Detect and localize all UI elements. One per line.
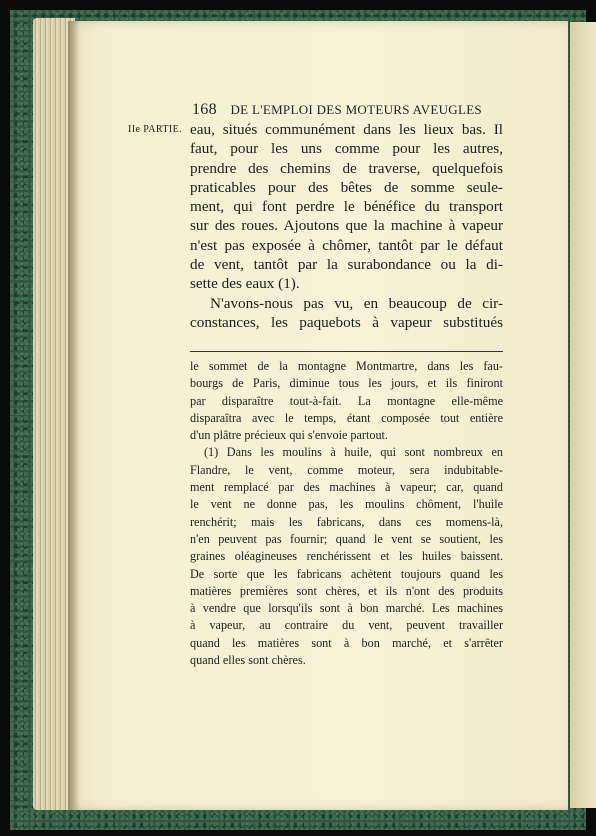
footnote-line: De sorte que les fabricans achètent toujours quand les [190,566,503,581]
footnote-line: graines oléagineuses renchérissent et les huiles baissent. [190,549,503,564]
facing-page-edge [570,22,596,808]
footnote-line: ment remplacé par des machines à vapeur; car, quand [190,480,503,495]
gutter-shadow [68,21,80,810]
footnote-line: quand elles sont chères. [190,653,306,668]
footnote-line: n'en peuvent pas fournir; quand le vent se soutient, les [190,531,503,546]
text-line: prendre des chemins de traverse, quelquefois [190,159,503,177]
text-line: N'avons-nous pas vu, en beaucoup de cir- [210,294,503,312]
footnote-line: le sommet de la montagne Montmartre, dans les fau- [190,359,503,373]
footnote-line: disparaîtra avec le temps, étant composée tout entière [190,410,503,425]
footnote-rule [190,351,503,352]
margin-note: IIe PARTIE. [128,124,182,135]
footnote-line: à vendre que lorsqu'ils sont à bon marché. Les machines [190,601,503,616]
text-line: constances, les paquebots à vapeur substitués [190,313,503,331]
footnotes [190,358,503,669]
footnote-line: quand les matières sont à bon marché, et s'arrêter [190,635,503,650]
text-line: praticables pour des bêtes de somme seule- [190,178,503,196]
main-text [190,120,503,332]
footnote-line: le vent ne donne pas, les moulins chôment, l'huile [190,497,503,512]
footnote-line: d'un plâtre précieux qui s'envoie partout. [190,428,388,443]
page-number: 168 [192,101,217,118]
text-line: sur des roues. Ajoutons que la machine à vapeur [190,217,503,235]
text-line: faut, pour les uns comme pour les autres, [190,140,503,158]
text-line: n'est pas exposée à chômer, tantôt par le défaut [190,236,503,254]
text-line: sette des eaux (1). [190,275,300,293]
footnote-line: Flandre, le vent, comme moteur, sera indubitable- [190,462,503,477]
footnote-line: renchérit; mais les fabricans, dans ces momens-là, [190,514,503,529]
text-line: eau, situés communément dans les lieux bas. Il [190,121,503,138]
text-line: ment, qui font perdre le bénéfice du transport [190,198,503,216]
footnote-line: par disparaître tout-à-fait. La montagne elle-même [190,393,503,408]
text-line: de vent, tantôt par la surabondance ou la di- [190,256,503,274]
footnote-line: à vapeur, au contraire du vent, peuvent travailler [190,618,503,633]
footnote-line: (1) Dans les moulins à huile, qui sont nombreux en [204,445,503,460]
running-title: DE L'EMPLOI DES MOTEURS AVEUGLES [230,102,482,117]
footnote-line: bourgs de Paris, diminue tous les jours, et ils finiront [190,376,503,391]
footnote-line: matières premières sont chères, et ils n'ont des produits [190,583,503,598]
running-head [192,101,512,119]
